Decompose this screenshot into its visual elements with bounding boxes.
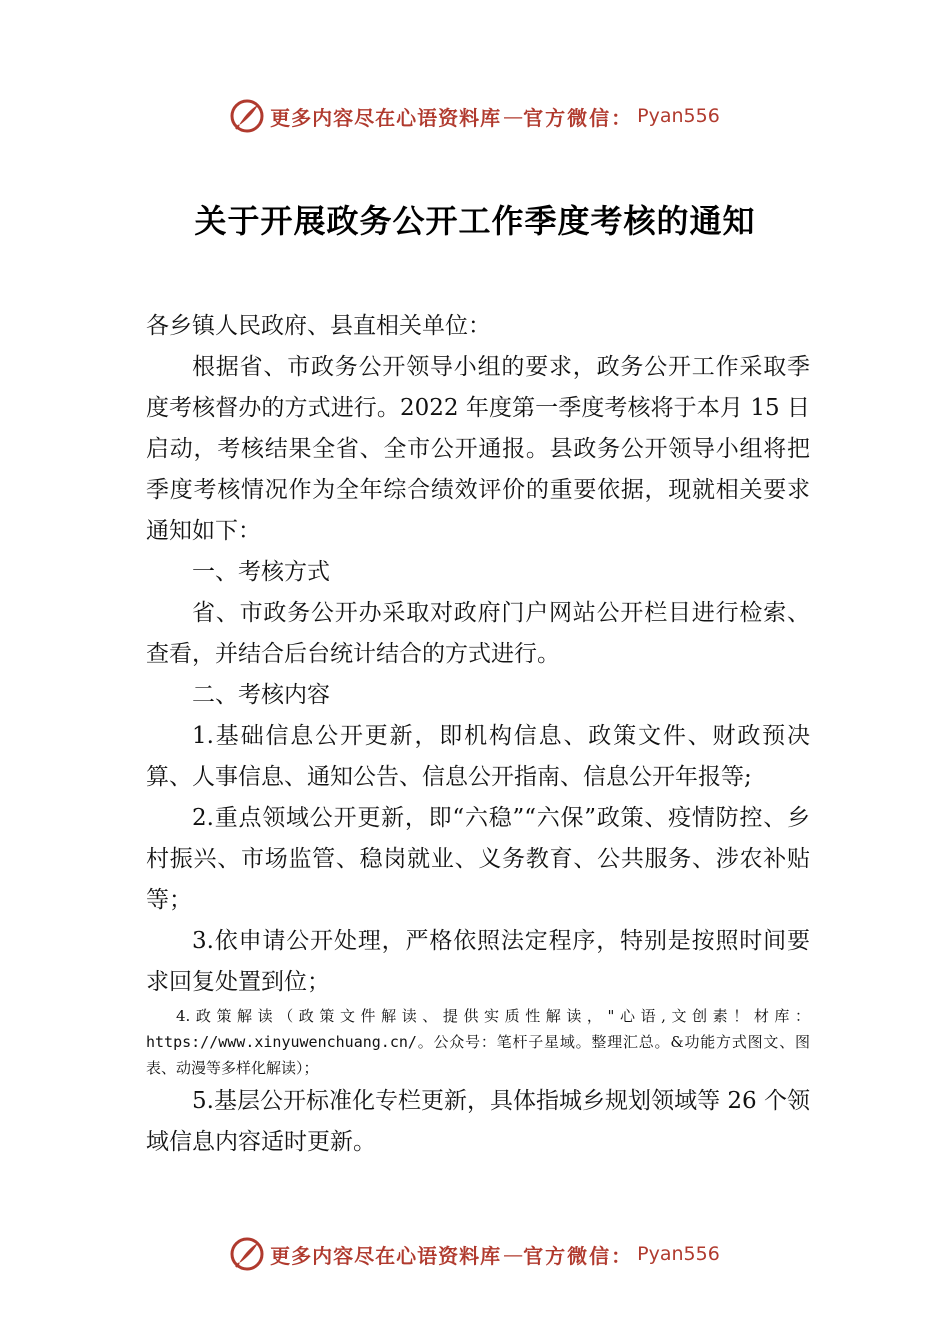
quill-pen-logo-icon [230,1237,264,1271]
content-item-5: 5.基层公开标准化专栏更新，具体指城乡规划领域等 26 个领域信息内容适时更新。 [146,1088,810,1155]
footer-banner-label: 官方微信： [523,1243,634,1268]
document-body [146,306,810,1163]
section1-heading: 一、考核方式 [192,559,330,585]
footer-banner [0,1234,950,1274]
banner-dash: — [503,104,522,128]
document-title: 关于开展政务公开工作季度考核的通知 [194,202,756,240]
section2-heading: 二、考核内容 [192,682,330,708]
section1-body: 省、市政务公开办采取对政府门户网站公开栏目进行检索、查看，并结合后台统计结合的方式进行。 [146,600,810,667]
salutation: 各乡镇人民政府、县直相关单位： [146,313,491,339]
banner-brand: 更多内容尽在心语资料库 [270,105,502,130]
item4-url: https://www.xinyuwenchuang.cn/ [146,1033,417,1051]
content-item-4 [146,1003,810,1081]
item4-suffix: 。公众号：笔杆子星域。整理汇总。&功能方式图文、图表、动漫等多样化解读）； [146,1033,810,1077]
content-item-2: 2.重点领域公开更新，即“六稳”“六保”政策、疫情防控、乡村振兴、市场监管、稳岗就业、义务教育、公共服务、涉农补贴等； [146,805,810,913]
content-item-3: 3.依申请公开处理，严格依照法定程序，特别是按照时间要求回复处置到位； [146,928,810,995]
item4-prefix: 4.政策解读（政策文件解读、提供实质性解读，"心语,文创素！材库： [176,1007,810,1025]
quill-pen-logo-icon [230,99,264,133]
header-banner [0,96,950,136]
footer-banner-brand: 更多内容尽在心语资料库 [270,1243,502,1268]
banner-label: 官方微信： [523,105,634,130]
intro-paragraph: 根据省、市政务公开领导小组的要求，政务公开工作采取季度考核督办的方式进行。2022 年度第一季度考核将于本月 15 日启动，考核结果全省、全市公开通报。县政务公开领导小组将把季度考核情况作为全年综合绩效评价的重要依据，现就相关要求通知如下： [146,354,810,544]
banner-wechat-id: Pyan556 [637,105,720,127]
footer-banner-dash: — [503,1242,522,1266]
content-item-1: 1.基础信息公开更新，即机构信息、政策文件、财政预决算、人事信息、通知公告、信息公开指南、信息公开年报等; [146,723,810,790]
footer-banner-wechat-id: Pyan556 [637,1243,720,1265]
